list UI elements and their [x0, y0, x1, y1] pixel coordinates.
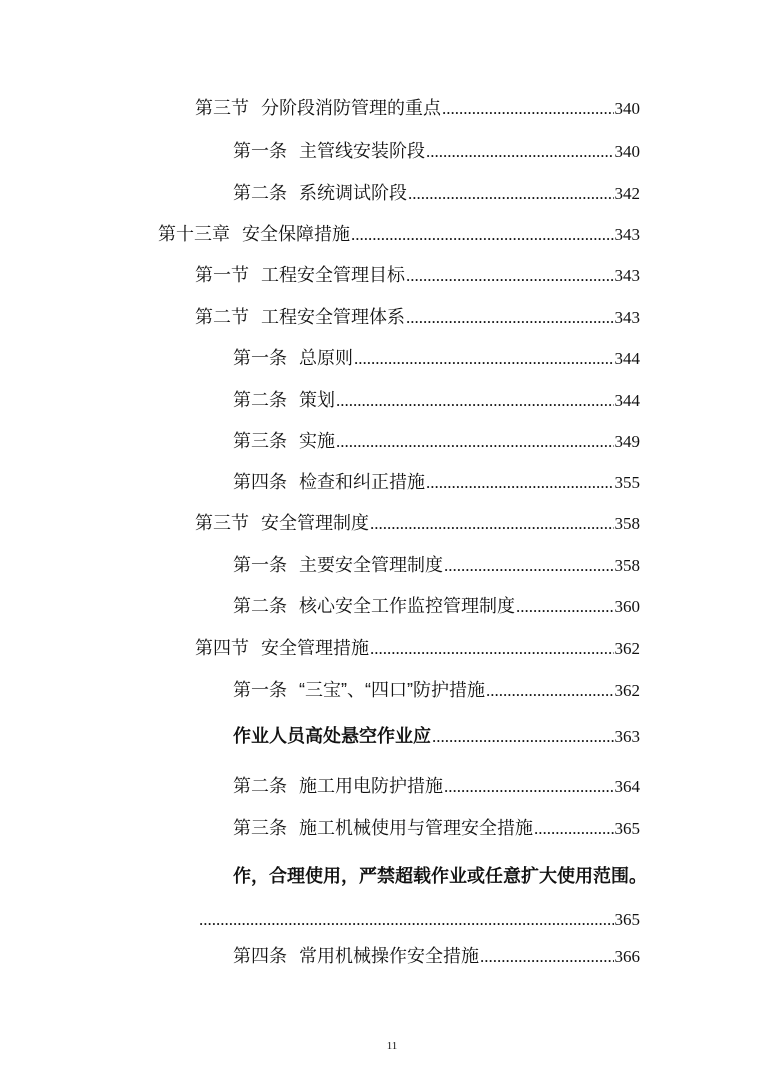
entry-title: 分阶段消防管理的重点 [261, 98, 441, 118]
entry-page-number: 362 [614, 639, 640, 658]
dot-leader [432, 725, 614, 749]
entry-page-number: 365 [614, 819, 640, 838]
entry-title: “三宝”、“四口”防护措施 [299, 680, 485, 700]
entry-page-number: 343 [614, 308, 640, 327]
entry-label: 第一条 [233, 680, 287, 700]
toc-entry [195, 305, 640, 329]
dot-leader [406, 306, 614, 330]
entry-title: 总原则 [299, 348, 353, 368]
toc-entry-continuation-text [233, 865, 733, 889]
dot-leader [370, 512, 614, 536]
entry-label: 第二条 [233, 390, 287, 410]
dot-leader [370, 637, 614, 661]
dot-leader [408, 182, 614, 206]
toc-entry [233, 725, 640, 749]
dot-leader [336, 389, 614, 413]
toc-entry [195, 263, 640, 287]
entry-label: 第一条 [233, 348, 287, 368]
entry-title: 工程安全管理体系 [261, 307, 405, 327]
dot-leader [444, 554, 614, 578]
dot-leader [534, 817, 614, 841]
entry-page-number: 364 [614, 777, 640, 796]
entry-label: 第二节 [195, 307, 249, 327]
dot-leader [480, 945, 614, 969]
entry-page-number: 358 [614, 514, 640, 533]
entry-title: 常用机械操作安全措施 [299, 946, 479, 966]
dot-leader [354, 347, 614, 371]
dot-leader [426, 471, 614, 495]
entry-title: 安全保障措施 [242, 224, 350, 244]
entry-title: 作业人员高处悬空作业应 [233, 726, 431, 747]
entry-label: 第十三章 [158, 224, 230, 244]
dot-leader [426, 140, 614, 164]
entry-title: 系统调试阶段 [299, 183, 407, 203]
entry-title: 安全管理制度 [261, 513, 369, 533]
entry-page-number: 340 [614, 99, 640, 118]
entry-page-number: 366 [614, 947, 640, 966]
entry-label: 第一节 [195, 265, 249, 285]
entry-label: 第三节 [195, 98, 249, 118]
entry-page-number: 343 [614, 266, 640, 285]
entry-label: 第一条 [233, 555, 287, 575]
entry-page-number: 360 [614, 597, 640, 616]
toc-entry [233, 388, 640, 412]
dot-leader [336, 430, 614, 454]
dot-leader [351, 223, 614, 247]
dot-leader [406, 264, 614, 288]
entry-title: 作，合理使用，严禁超载作业或任意扩大使用范围。 [233, 866, 647, 887]
toc-entry [195, 636, 640, 660]
toc-entry [158, 222, 640, 246]
entry-label: 第三条 [233, 818, 287, 838]
entry-page-number: 362 [614, 681, 640, 700]
entry-title: 施工机械使用与管理安全措施 [299, 818, 533, 838]
toc-entry [233, 470, 640, 494]
dot-leader [516, 595, 614, 619]
entry-title: 实施 [299, 431, 335, 451]
entry-page-number: 358 [614, 556, 640, 575]
entry-title: 施工用电防护措施 [299, 776, 443, 796]
entry-page-number: 342 [614, 184, 640, 203]
toc-entry [233, 774, 640, 798]
toc-entry [233, 181, 640, 205]
entry-page-number: 349 [614, 432, 640, 451]
dot-leader [444, 775, 614, 799]
toc-entry [233, 944, 640, 968]
toc-entry [233, 139, 640, 163]
entry-title: 主管线安装阶段 [299, 141, 425, 161]
toc-entry [233, 553, 640, 577]
entry-page-number: 344 [614, 391, 640, 410]
toc-entry [233, 429, 640, 453]
entry-page-number: 355 [614, 473, 640, 492]
entry-page-number: 340 [614, 142, 640, 161]
entry-title: 主要安全管理制度 [299, 555, 443, 575]
toc-entry [195, 511, 640, 535]
entry-label: 第二条 [233, 596, 287, 616]
entry-page-number: 363 [614, 727, 640, 746]
dot-leader [442, 97, 614, 121]
entry-title: 检查和纠正措施 [299, 472, 425, 492]
entry-label: 第三条 [233, 431, 287, 451]
page-footer-number: 11 [386, 1040, 398, 1052]
entry-title: 策划 [299, 390, 335, 410]
toc-entry [233, 346, 640, 370]
entry-title: 工程安全管理目标 [261, 265, 405, 285]
toc-entry [233, 678, 640, 702]
entry-page-number: 343 [614, 225, 640, 244]
entry-page-number: 344 [614, 349, 640, 368]
dot-leader [199, 908, 614, 932]
toc-entry [233, 594, 640, 618]
entry-label: 第四条 [233, 472, 287, 492]
entry-label: 第四条 [233, 946, 287, 966]
toc-entry [233, 816, 640, 840]
entry-title: 核心安全工作监控管理制度 [299, 596, 515, 616]
dot-leader [486, 679, 614, 703]
entry-label: 第二条 [233, 183, 287, 203]
entry-page-number: 365 [614, 910, 640, 929]
toc-entry [198, 908, 640, 932]
toc-entry [195, 96, 640, 120]
entry-label: 第二条 [233, 776, 287, 796]
entry-label: 第一条 [233, 141, 287, 161]
entry-label: 第四节 [195, 638, 249, 658]
entry-label: 第三节 [195, 513, 249, 533]
entry-title: 安全管理措施 [261, 638, 369, 658]
